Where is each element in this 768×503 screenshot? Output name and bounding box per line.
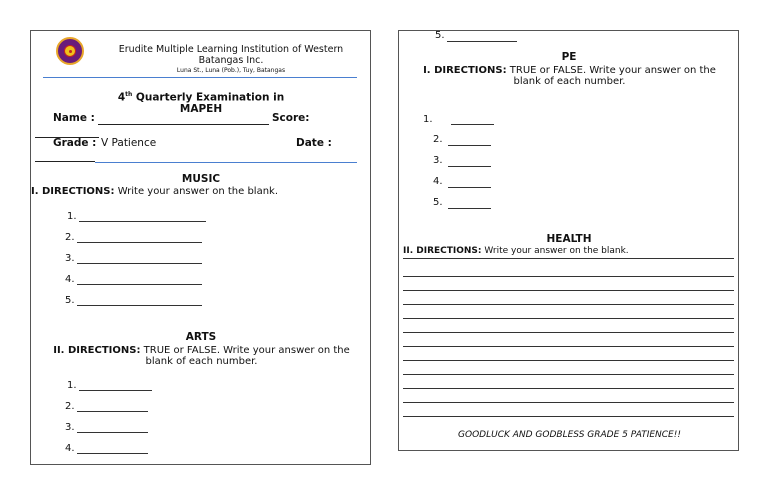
music-answer-blank[interactable] bbox=[77, 263, 202, 264]
health-answer-line[interactable] bbox=[403, 258, 734, 259]
arts-heading: ARTS bbox=[185, 331, 217, 343]
pe-answer-blank[interactable] bbox=[448, 145, 491, 146]
health-answer-line[interactable] bbox=[403, 416, 734, 417]
health-answer-line[interactable] bbox=[403, 374, 734, 375]
music-answer-blank[interactable] bbox=[77, 284, 202, 285]
health-heading: HEALTH bbox=[546, 233, 592, 245]
music-item-number: 3. bbox=[65, 253, 75, 264]
music-answer-blank[interactable] bbox=[79, 221, 206, 222]
arts-item-number: 4. bbox=[65, 443, 75, 454]
health-directions: II. DIRECTIONS: Write your answer on the blank. bbox=[403, 246, 629, 256]
pe-answer-blank[interactable] bbox=[448, 208, 491, 209]
score-label: Score: bbox=[272, 112, 310, 124]
pe-answer-blank[interactable] bbox=[448, 187, 491, 188]
pe-directions: I. DIRECTIONS: TRUE or FALSE. Write your answer on the blank of each number. bbox=[423, 65, 716, 87]
health-answer-line[interactable] bbox=[403, 332, 734, 333]
health-answer-line[interactable] bbox=[403, 318, 734, 319]
pe-heading: PE bbox=[561, 51, 577, 63]
pe-answer-blank[interactable] bbox=[448, 166, 491, 167]
grade-rule-left bbox=[35, 161, 95, 162]
pe-answer-blank[interactable] bbox=[451, 124, 494, 125]
pe-item-number: 4. bbox=[433, 176, 443, 187]
music-answer-blank[interactable] bbox=[77, 305, 202, 306]
health-answer-line[interactable] bbox=[403, 290, 734, 291]
footer-message: GOODLUCK AND GODBLESS GRADE 5 PATIENCE!! bbox=[458, 430, 681, 440]
pe-item-number: 5. bbox=[433, 197, 443, 208]
arts-answer-blank[interactable] bbox=[77, 432, 148, 433]
health-answer-line[interactable] bbox=[403, 388, 734, 389]
arts-item-number: 2. bbox=[65, 401, 75, 412]
pe-item-number: 3. bbox=[433, 155, 443, 166]
grade-label: Grade : bbox=[53, 137, 97, 149]
school-seal-logo bbox=[56, 37, 84, 65]
health-answer-line[interactable] bbox=[403, 402, 734, 403]
arts-answer-blank[interactable] bbox=[79, 390, 152, 391]
exam-page-left bbox=[30, 30, 371, 465]
health-answer-line[interactable] bbox=[403, 304, 734, 305]
institution-name: Erudite Multiple Learning Institution of Western Batangas Inc. bbox=[118, 44, 344, 66]
grade-rule-blue bbox=[95, 162, 357, 163]
header-divider bbox=[43, 77, 357, 78]
arts-answer-blank[interactable] bbox=[447, 41, 517, 42]
music-item-number: 1. bbox=[67, 211, 77, 222]
music-item-number: 5. bbox=[65, 295, 75, 306]
pe-item-number: 2. bbox=[433, 134, 443, 145]
name-field[interactable] bbox=[98, 124, 269, 125]
arts-answer-blank[interactable] bbox=[77, 453, 148, 454]
music-item-number: 4. bbox=[65, 274, 75, 285]
arts-answer-blank[interactable] bbox=[77, 411, 148, 412]
institution-address: Luna St., Luna (Pob.), Tuy, Batangas bbox=[176, 67, 286, 74]
pe-item-number: 1. bbox=[423, 114, 433, 125]
music-answer-blank[interactable] bbox=[77, 242, 202, 243]
arts-directions: II. DIRECTIONS: TRUE or FALSE. Write your answer on the blank of each number. bbox=[53, 345, 350, 367]
grade-value: V Patience bbox=[101, 137, 157, 149]
arts-item-number: 3. bbox=[65, 422, 75, 433]
arts-item-number: 5. bbox=[435, 30, 445, 41]
music-heading: MUSIC bbox=[181, 173, 221, 185]
health-answer-line[interactable] bbox=[403, 360, 734, 361]
exam-title: 4th Quarterly Examination in MAPEH bbox=[117, 91, 285, 115]
health-answer-line[interactable] bbox=[403, 276, 734, 277]
health-answer-line[interactable] bbox=[403, 346, 734, 347]
name-label: Name : bbox=[53, 112, 95, 124]
date-label: Date : bbox=[296, 137, 332, 149]
arts-item-number: 1. bbox=[67, 380, 77, 391]
music-directions: I. DIRECTIONS: Write your answer on the blank. bbox=[31, 186, 279, 197]
music-item-number: 2. bbox=[65, 232, 75, 243]
exam-page-right bbox=[398, 30, 739, 451]
